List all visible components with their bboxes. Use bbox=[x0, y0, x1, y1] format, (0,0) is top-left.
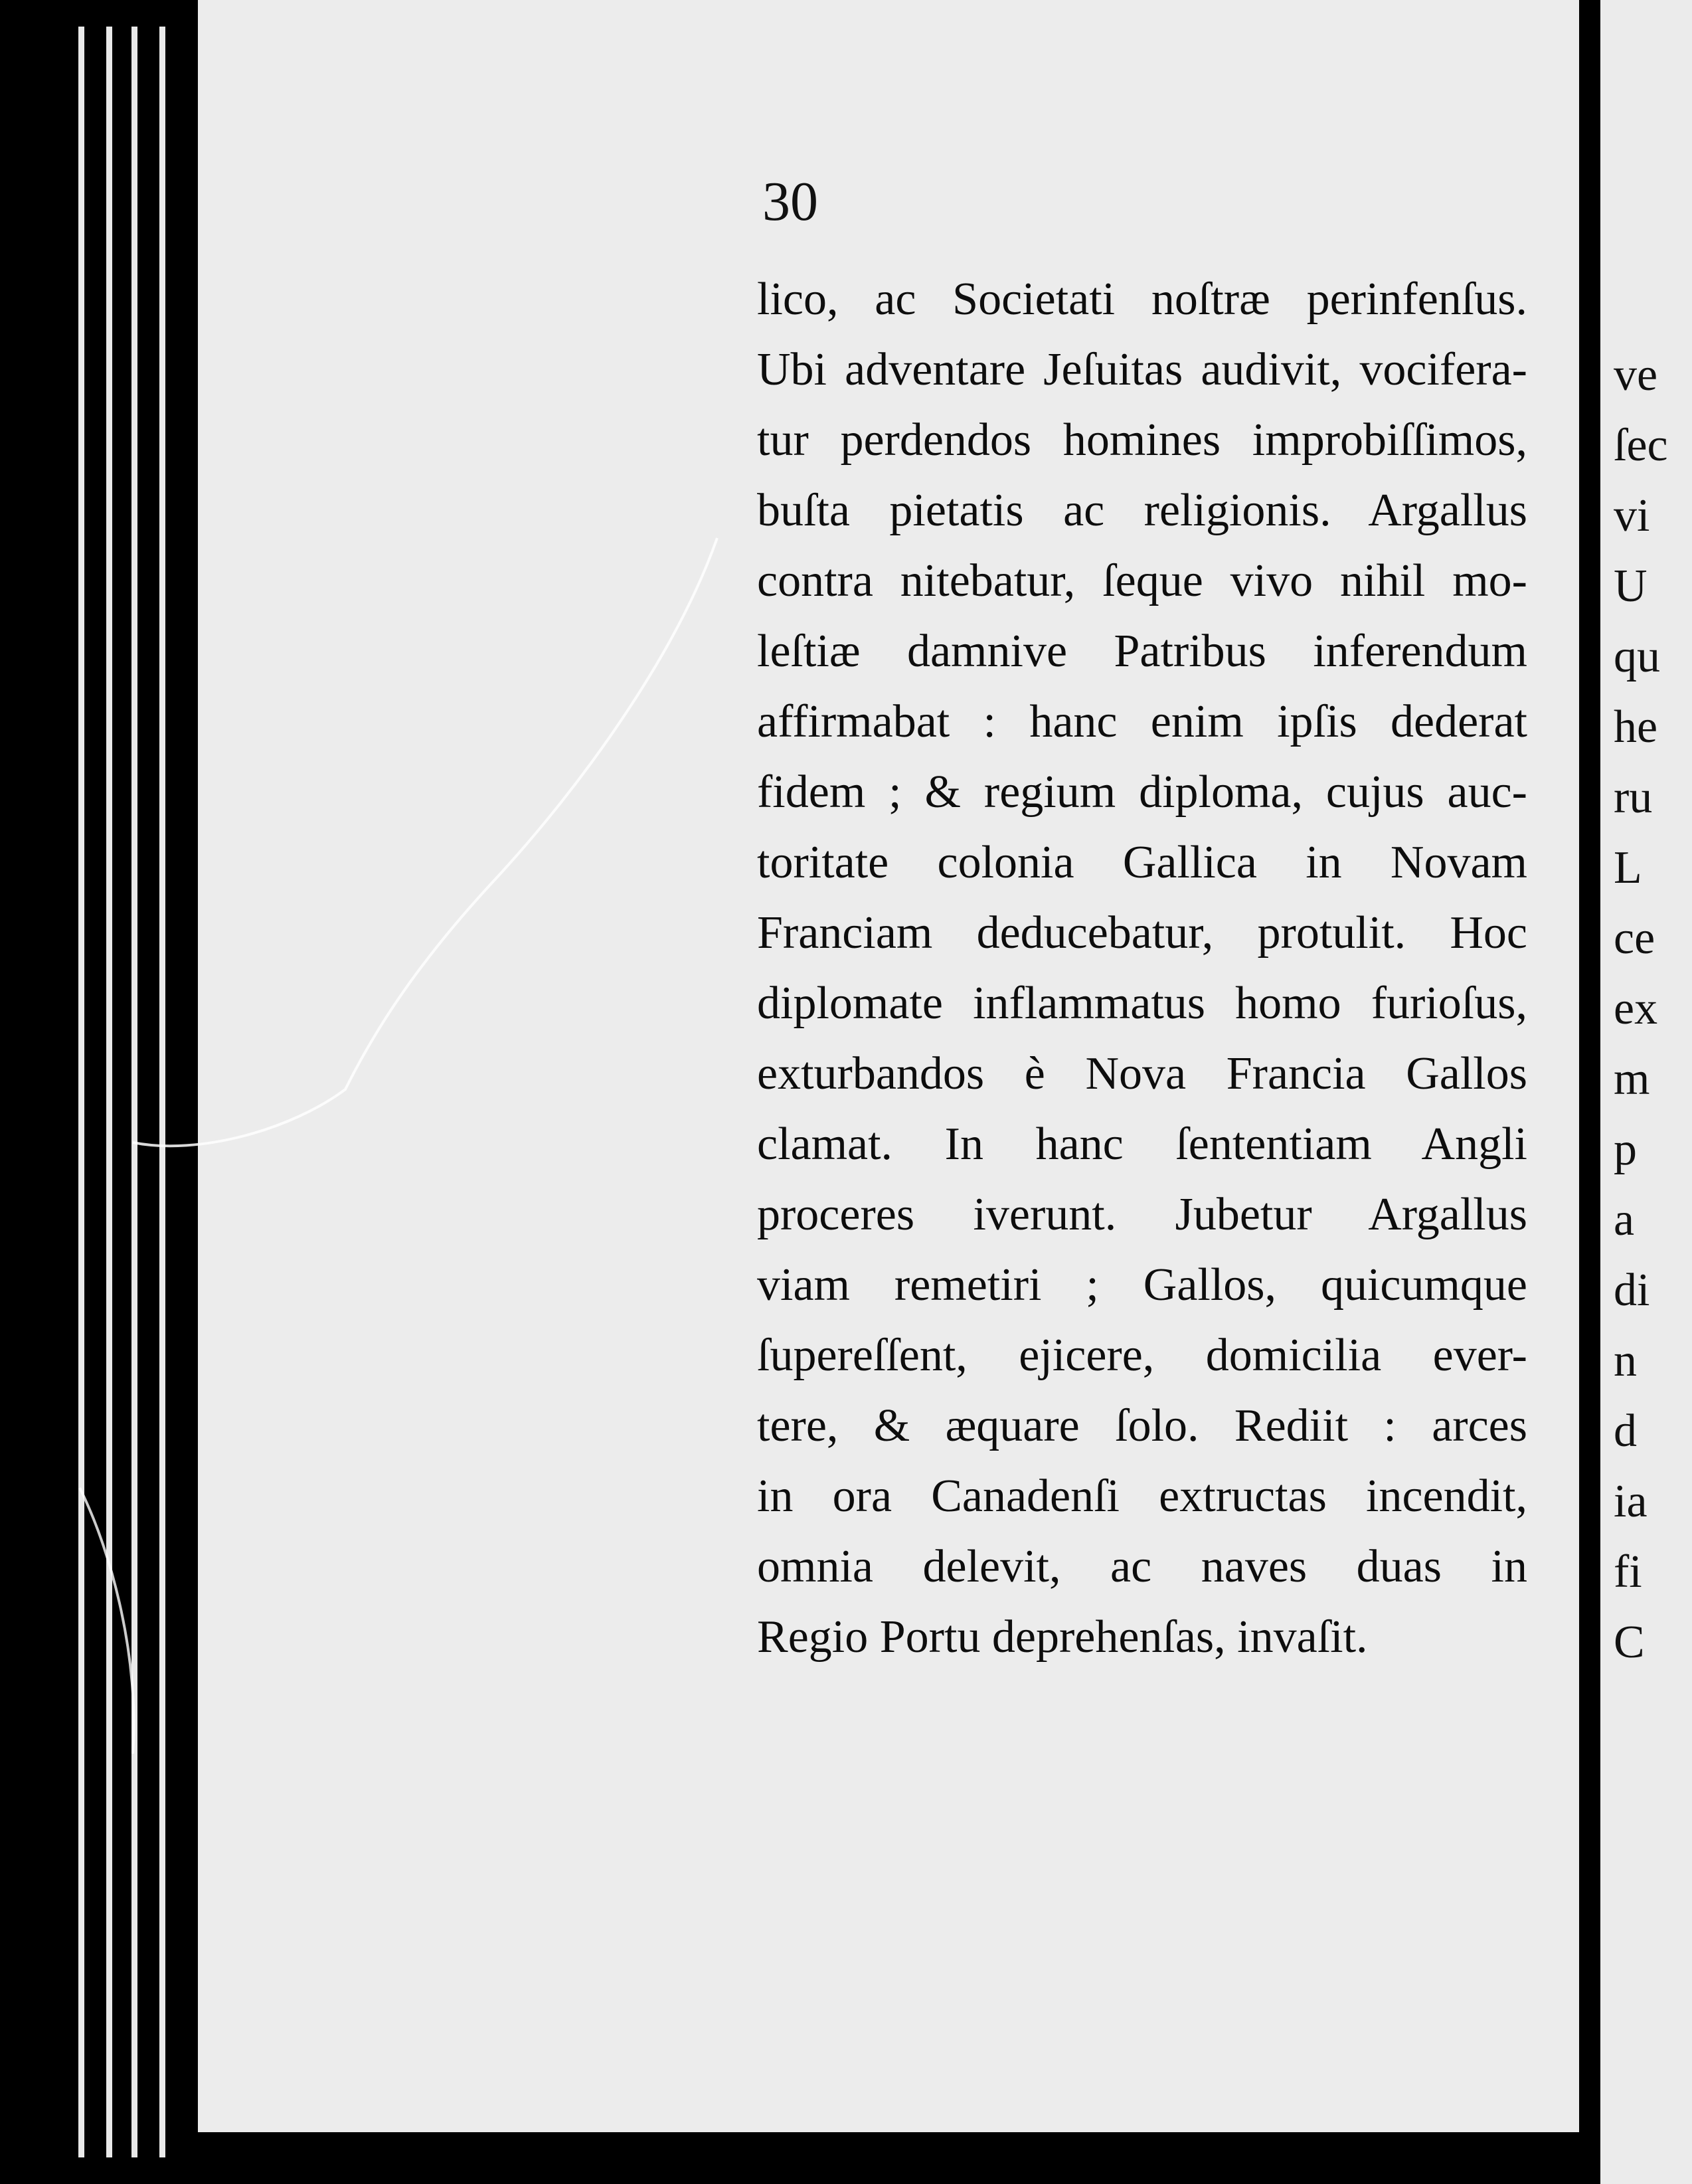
text-line: in ora Canadenſi extructas incendit, bbox=[757, 1471, 1527, 1522]
text-line: affirmabat : hanc enim ipſis dederat bbox=[757, 696, 1527, 747]
facing-text-fragment: U bbox=[1614, 561, 1648, 612]
facing-text-fragment: vi bbox=[1614, 490, 1650, 541]
text-line: contra nitebatur, ſeque vivo nihil mo- bbox=[757, 555, 1527, 606]
text-line: fidem ; & regium diploma, cujus auc- bbox=[757, 767, 1527, 818]
page-stack-edge bbox=[106, 27, 112, 2157]
book-page-right bbox=[1600, 0, 1692, 2184]
text-line: Ubi adventare Jeſuitas audivit, vocifera- bbox=[757, 344, 1527, 395]
facing-text-fragment: n bbox=[1614, 1335, 1637, 1386]
facing-page-text bbox=[1614, 340, 1668, 1678]
facing-text-fragment: L bbox=[1614, 842, 1642, 893]
page-stack-edge bbox=[131, 27, 137, 2157]
facing-text-fragment: m bbox=[1614, 1053, 1650, 1105]
facing-text-fragment: ru bbox=[1614, 772, 1653, 823]
facing-text-fragment: ce bbox=[1614, 913, 1655, 964]
text-line: proceres iverunt. Jubetur Argallus bbox=[757, 1189, 1527, 1240]
text-line: clamat. In hanc ſententiam Angli bbox=[757, 1119, 1527, 1170]
body-text bbox=[757, 264, 1527, 1673]
page-stack-edge bbox=[159, 27, 165, 2157]
facing-text-fragment: ve bbox=[1614, 349, 1658, 401]
facing-text-fragment: ſec bbox=[1614, 420, 1668, 471]
facing-text-fragment: ex bbox=[1614, 983, 1658, 1034]
text-line: buſta pietatis ac religionis. Argallus bbox=[757, 485, 1527, 536]
gutter bbox=[1579, 0, 1600, 2184]
facing-text-fragment: d bbox=[1614, 1406, 1637, 1457]
facing-text-fragment: p bbox=[1614, 1124, 1637, 1175]
text-line: leſtiæ damnive Patribus inferendum bbox=[757, 626, 1527, 677]
text-line: tere, & æquare ſolo. Rediit : arces bbox=[757, 1400, 1527, 1451]
text-line: Franciam deducebatur, protulit. Hoc bbox=[757, 907, 1527, 958]
facing-text-fragment: di bbox=[1614, 1265, 1650, 1316]
text-line: Regio Portu deprehenſas, invaſit. bbox=[757, 1611, 1368, 1663]
text-line: lico, ac Societati noſtræ perinfenſus. bbox=[757, 274, 1527, 325]
text-line: omnia delevit, ac naves duas in bbox=[757, 1541, 1527, 1592]
page-stack-edge bbox=[78, 27, 84, 2157]
facing-text-fragment: he bbox=[1614, 701, 1658, 753]
text-line: viam remetiri ; Gallos, quicumque bbox=[757, 1259, 1527, 1311]
text-line: tur perdendos homines improbiſſimos, bbox=[757, 414, 1527, 466]
text-line: diplomate inflammatus homo furioſus, bbox=[757, 978, 1527, 1029]
page-number: 30 bbox=[762, 171, 818, 232]
text-line: ſupereſſent, ejicere, domicilia ever- bbox=[757, 1330, 1527, 1381]
facing-text-fragment: qu bbox=[1614, 631, 1660, 682]
facing-text-fragment: a bbox=[1614, 1194, 1635, 1245]
facing-text-fragment: C bbox=[1614, 1617, 1645, 1668]
text-line: exturbandos è Nova Francia Gallos bbox=[757, 1048, 1527, 1099]
text-line: toritate colonia Gallica in Novam bbox=[757, 837, 1527, 888]
facing-text-fragment: ia bbox=[1614, 1476, 1648, 1527]
facing-text-fragment: fi bbox=[1614, 1546, 1642, 1597]
